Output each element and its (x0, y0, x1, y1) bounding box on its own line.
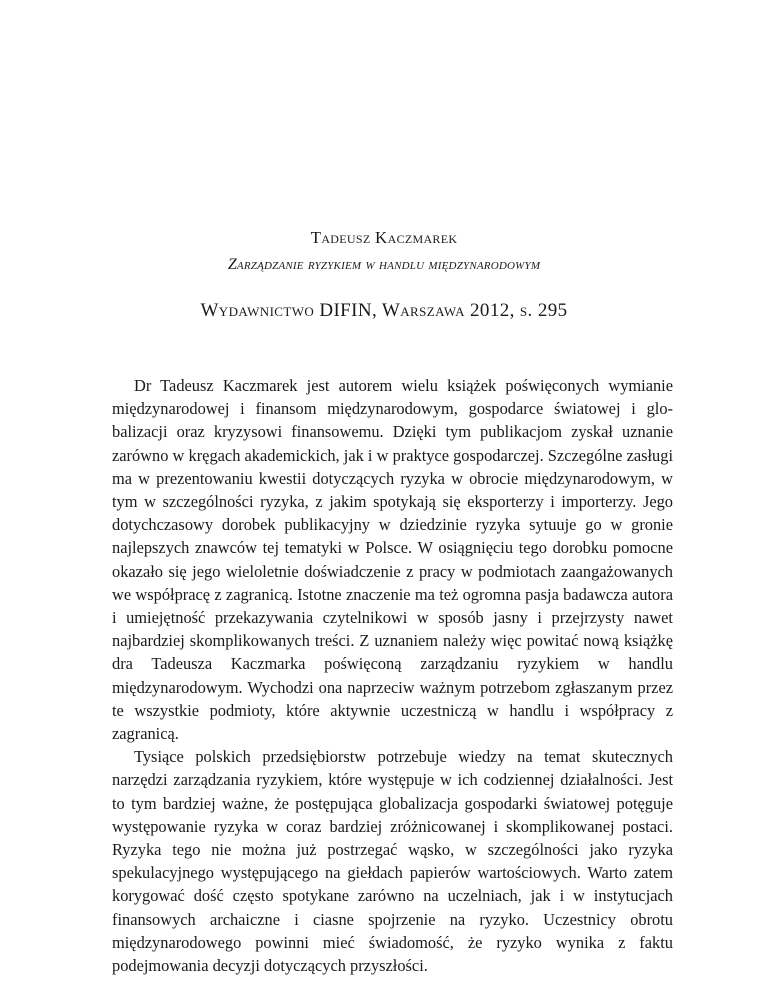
review-author-heading: Tadeusz Kaczmarek (310, 228, 458, 247)
book-title-heading: Zarządzanie ryzykiem w handlu międzynarodowym (227, 256, 541, 273)
review-body (112, 374, 673, 977)
publisher-line: Wydawnictwo DIFIN, Warszawa 2012, s. 295 (200, 300, 568, 321)
paragraph-1: Dr Tadeusz Kaczmarek jest autorem wielu książek poświęconych wymianie międzynarodowej i finansom międzynarodowym, gospodarce światowej i globalizacji oraz kryzysowi finansowemu. Dzięki tym publikacjom zyskał uznanie zarówno w kręgach akademickich, jak i w praktyce gospodarczej. Szczególne zasługi ma w prezentowaniu kwestii dotyczących ryzyka w obrocie międzynarodowym, w tym w szczególności ryzyka, z jakim spotykają się eksporterzy i importerzy. Jego dotychczasowy dorobek publikacyjny w dziedzinie ryzyka sytuuje go w gronie najlepszych znawców tej tematyki w Polsce. W osiągnięciu tego dorobku pomocne okazało się jego wieloletnie doświadczenie z pracy w podmiotach zaangażowanych we współpracę z zagranicą. Istotne znaczenie ma też ogromna pasja badawcza autora i umiejętność przekazywania czytelnikowi w sposób jasny i przejrzysty nawet najbardziej skomplikowanych treści. Z uznaniem należy więc powitać nową książkę dra Tadeusza Kaczmarka poświęconą zarządzaniu ryzykiem w handlu międzynarodowym. Wychodzi ona naprzeciw ważnym potrzebom zgłaszanym przez te wszystkie podmioty, które aktywnie uczestniczą w handlu i współpracy z zagranicą. (112, 376, 673, 744)
paragraph-2: Tysiące polskich przedsiębiorstw potrzebuje wiedzy na temat skutecznych narzędzi zarządzania ryzykiem, które występuje w ich codziennej działalności. Jest to tym bardziej ważne, że postępująca globalizacja gospodarki światowej potęguje występowanie ryzyka w coraz bardziej zróżnicowanej i skomplikowanej postaci. Ryzyka tego nie można już postrzegać wąsko, w szczególności jako ryzyka spekulacyjnego występującego na giełdach papierów wartościowych. Warto zatem korygować dość często spotykane zarówno na uczelniach, jak i w instytucjach finansowych archaiczne i ciasne spojrzenie na ryzyko. Uczestnicy obrotu międzynarodowego powinni mieć świadomość, że ryzyko wynika z faktu podejmowania decyzji dotyczących przyszłości. (112, 747, 673, 976)
